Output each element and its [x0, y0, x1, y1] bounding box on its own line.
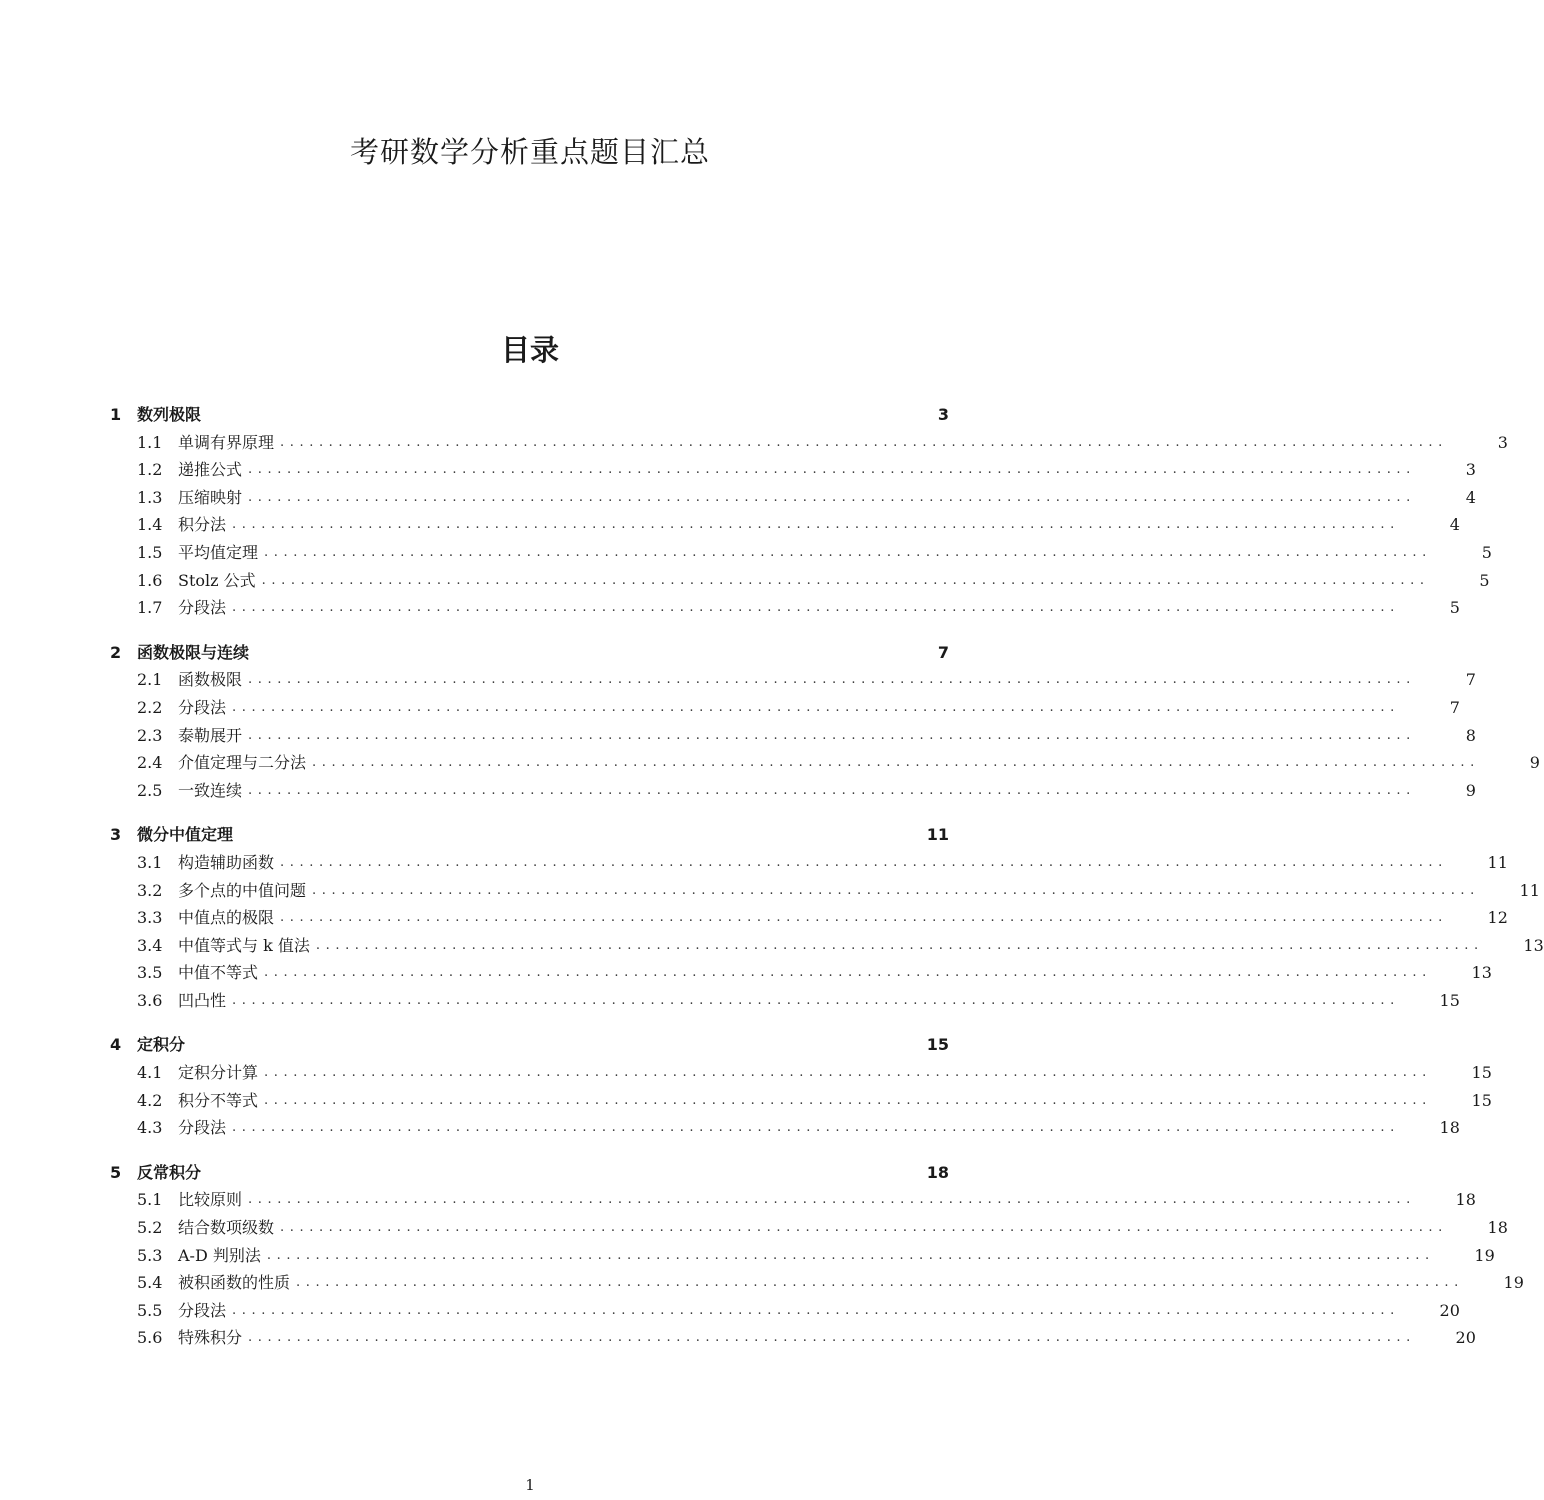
subsection-page: 9: [1529, 753, 1540, 773]
subsection-title: 结合数项级数: [178, 1218, 275, 1238]
subsection-number: 1.6: [137, 570, 163, 590]
dot-leader: ........................................................................................................................: [312, 882, 1480, 898]
toc-subsection-entry[interactable]: [110, 1114, 1460, 1142]
subsection-page: 19: [1474, 1245, 1495, 1265]
subsection-title: 比较原则: [178, 1190, 243, 1210]
section-title: 定积分: [137, 1035, 186, 1055]
toc-subsection-entry[interactable]: [110, 904, 1508, 932]
subsection-title: 多个点的中值问题: [178, 880, 307, 900]
section-page: 7: [937, 642, 949, 662]
subsection-title: 分段法: [178, 598, 227, 618]
subsection-page: 15: [1471, 1063, 1492, 1083]
subsection-number: 3.5: [137, 963, 163, 983]
subsection-title: 中值点的极限: [178, 908, 275, 928]
toc-subsection-entry[interactable]: [110, 1087, 1492, 1115]
subsection-page: 20: [1439, 1300, 1460, 1320]
subsection-page: 8: [1465, 725, 1476, 745]
dot-leader: ........................................................................................................................: [312, 755, 1480, 771]
toc-subsection-entry[interactable]: [110, 1242, 1495, 1270]
subsection-page: 19: [1503, 1273, 1524, 1293]
toc-section-entry[interactable]: [110, 821, 949, 849]
toc-subsection-entry[interactable]: [110, 484, 1476, 512]
subsection-page: 5: [1481, 542, 1492, 562]
subsection-number: 3.6: [137, 990, 163, 1010]
dot-leader: ........................................................................................................................: [232, 992, 1400, 1008]
subsection-number: 1.3: [137, 487, 163, 507]
subsection-title: 介值定理与二分法: [178, 753, 307, 773]
toc-heading: 目录: [500, 333, 559, 367]
subsection-page: 7: [1449, 697, 1460, 717]
section-page: 3: [937, 405, 949, 424]
dot-leader: ........................................................................................................................: [264, 1065, 1432, 1081]
subsection-number: 5.2: [137, 1218, 163, 1238]
subsection-page: 7: [1465, 670, 1476, 690]
subsection-number: 3.3: [137, 908, 163, 928]
subsection-title: 分段法: [178, 1118, 227, 1138]
subsection-title: 积分不等式: [178, 1090, 259, 1110]
toc-subsection-entry[interactable]: [110, 594, 1460, 622]
toc-subsection-entry[interactable]: [110, 1269, 1524, 1297]
dot-leader: ........................................................................................................................: [248, 782, 1416, 798]
table-of-contents: [110, 401, 1544, 1369]
subsection-number: 5.6: [137, 1328, 163, 1348]
subsection-number: 5.1: [137, 1190, 163, 1210]
subsection-number: 2.4: [137, 753, 163, 773]
subsection-number: 1.2: [137, 460, 163, 480]
subsection-number: 2.1: [137, 670, 163, 690]
subsection-page: 18: [1487, 1218, 1508, 1238]
subsection-page: 20: [1455, 1328, 1476, 1348]
toc-subsection-entry[interactable]: [110, 1297, 1460, 1325]
subsection-page: 11: [1487, 852, 1508, 872]
dot-leader: ........................................................................................................................: [248, 462, 1416, 478]
dot-leader: ........................................................................................................................: [248, 1192, 1416, 1208]
subsection-title: 中值不等式: [178, 963, 259, 983]
section-number: 4: [110, 1035, 122, 1055]
subsection-title: 函数极限: [178, 670, 243, 690]
dot-leader: ........................................................................................................................: [264, 1092, 1432, 1108]
section-number: 5: [110, 1162, 122, 1182]
subsection-number: 2.3: [137, 725, 163, 745]
subsection-title: 定积分计算: [178, 1063, 259, 1083]
toc-section: [110, 1031, 1492, 1141]
subsection-title: 中值等式与 k 值法: [178, 935, 310, 955]
toc-subsection-entry[interactable]: [110, 877, 1540, 905]
section-title: 数列极限: [137, 405, 202, 424]
subsection-title: A-D 判别法: [178, 1245, 261, 1265]
subsection-page: 15: [1439, 990, 1460, 1010]
subsection-title: Stolz 公式: [178, 570, 256, 590]
subsection-page: 12: [1487, 908, 1508, 928]
toc-section: [110, 401, 1508, 622]
toc-section: [110, 821, 1544, 1014]
toc-subsection-entry[interactable]: [110, 694, 1460, 722]
subsection-page: 4: [1465, 487, 1476, 507]
subsection-title: 压缩映射: [178, 487, 243, 507]
subsection-title: 被积函数的性质: [178, 1273, 291, 1293]
subsection-title: 平均值定理: [178, 542, 259, 562]
section-page: 15: [926, 1035, 949, 1055]
subsection-number: 4.3: [137, 1118, 163, 1138]
subsection-number: 3.1: [137, 852, 163, 872]
toc-subsection-entry[interactable]: [110, 539, 1492, 567]
section-title: 函数极限与连续: [137, 642, 250, 662]
subsection-title: 泰勒展开: [178, 725, 243, 745]
dot-leader: ........................................................................................................................: [248, 1330, 1416, 1346]
toc-subsection-entry[interactable]: [110, 511, 1460, 539]
subsection-page: 15: [1471, 1090, 1492, 1110]
toc-subsection-entry[interactable]: [110, 1186, 1476, 1214]
subsection-number: 1.4: [137, 515, 163, 535]
dot-leader: ........................................................................................................................: [232, 600, 1400, 616]
subsection-page: 3: [1497, 432, 1508, 452]
subsection-title: 递推公式: [178, 460, 243, 480]
subsection-page: 18: [1455, 1190, 1476, 1210]
subsection-number: 1.5: [137, 542, 163, 562]
dot-leader: ........................................................................................................................: [261, 572, 1430, 588]
subsection-number: 3.2: [137, 880, 163, 900]
subsection-number: 5.3: [137, 1245, 163, 1265]
subsection-page: 13: [1471, 963, 1492, 983]
subsection-title: 分段法: [178, 1300, 227, 1320]
dot-leader: ........................................................................................................................: [264, 965, 1432, 981]
dot-leader: ........................................................................................................................: [232, 699, 1400, 715]
toc-section-entry[interactable]: [110, 639, 949, 667]
subsection-title: 构造辅助函数: [178, 852, 275, 872]
subsection-page: 9: [1465, 780, 1476, 800]
document-title: 考研数学分析重点题目汇总: [349, 135, 710, 169]
dot-leader: ........................................................................................................................: [232, 1120, 1400, 1136]
toc-subsection-entry[interactable]: [110, 429, 1508, 457]
subsection-title: 分段法: [178, 697, 227, 717]
dot-leader: ........................................................................................................................: [264, 544, 1432, 560]
dot-leader: ........................................................................................................................: [232, 517, 1400, 533]
subsection-number: 2.5: [137, 780, 163, 800]
subsection-number: 4.1: [137, 1063, 163, 1083]
toc-subsection-entry[interactable]: [110, 722, 1476, 750]
toc-subsection-entry[interactable]: [110, 1324, 1476, 1352]
toc-subsection-entry[interactable]: [110, 959, 1492, 987]
subsection-number: 2.2: [137, 697, 163, 717]
subsection-number: 1.7: [137, 598, 163, 618]
section-number: 2: [110, 642, 122, 662]
section-title: 反常积分: [137, 1162, 202, 1182]
toc-section: [110, 639, 1540, 805]
subsection-number: 4.2: [137, 1090, 163, 1110]
subsection-page: 4: [1449, 515, 1460, 535]
subsection-number: 3.4: [137, 935, 163, 955]
subsection-number: 1.1: [137, 432, 163, 452]
subsection-title: 积分法: [178, 515, 227, 535]
toc-section: [110, 1159, 1524, 1352]
subsection-page: 5: [1449, 598, 1460, 618]
dot-leader: ........................................................................................................................: [280, 910, 1448, 926]
toc-subsection-entry[interactable]: [110, 749, 1540, 777]
subsection-page: 18: [1439, 1118, 1460, 1138]
subsection-title: 凹凸性: [178, 990, 227, 1010]
subsection-page: 11: [1519, 880, 1540, 900]
subsection-page: 5: [1479, 570, 1490, 590]
subsection-title: 单调有界原理: [178, 432, 275, 452]
dot-leader: ........................................................................................................................: [248, 672, 1416, 688]
toc-subsection-entry[interactable]: [110, 777, 1476, 805]
section-page: 18: [926, 1162, 949, 1182]
section-page: 11: [926, 825, 949, 845]
subsection-number: 5.5: [137, 1300, 163, 1320]
dot-leader: ........................................................................................................................: [280, 1220, 1448, 1236]
toc-subsection-entry[interactable]: [110, 932, 1544, 960]
section-title: 微分中值定理: [137, 825, 234, 845]
toc-subsection-entry[interactable]: [110, 849, 1508, 877]
toc-section-entry[interactable]: [110, 1159, 949, 1187]
dot-leader: ........................................................................................................................: [280, 434, 1448, 450]
subsection-title: 一致连续: [178, 780, 243, 800]
dot-leader: ........................................................................................................................: [248, 727, 1416, 743]
dot-leader: ........................................................................................................................: [232, 1302, 1400, 1318]
toc-subsection-entry[interactable]: [110, 1214, 1508, 1242]
toc-subsection-entry[interactable]: [110, 666, 1476, 694]
section-number: 3: [110, 825, 122, 845]
toc-subsection-entry[interactable]: [110, 456, 1476, 484]
dot-leader: ........................................................................................................................: [266, 1247, 1435, 1263]
toc-subsection-entry[interactable]: [110, 567, 1490, 595]
toc-section-entry[interactable]: [110, 401, 949, 429]
subsection-number: 5.4: [137, 1273, 163, 1293]
toc-subsection-entry[interactable]: [110, 987, 1460, 1015]
dot-leader: ........................................................................................................................: [248, 489, 1416, 505]
subsection-title: 特殊积分: [178, 1328, 243, 1348]
dot-leader: ........................................................................................................................: [315, 937, 1484, 953]
toc-section-entry[interactable]: [110, 1031, 949, 1059]
toc-subsection-entry[interactable]: [110, 1059, 1492, 1087]
subsection-page: 3: [1465, 460, 1476, 480]
dot-leader: ........................................................................................................................: [280, 854, 1448, 870]
subsection-page: 13: [1523, 935, 1544, 955]
section-number: 1: [110, 405, 122, 424]
page-number: 1: [525, 1476, 535, 1494]
dot-leader: ........................................................................................................................: [296, 1275, 1464, 1291]
